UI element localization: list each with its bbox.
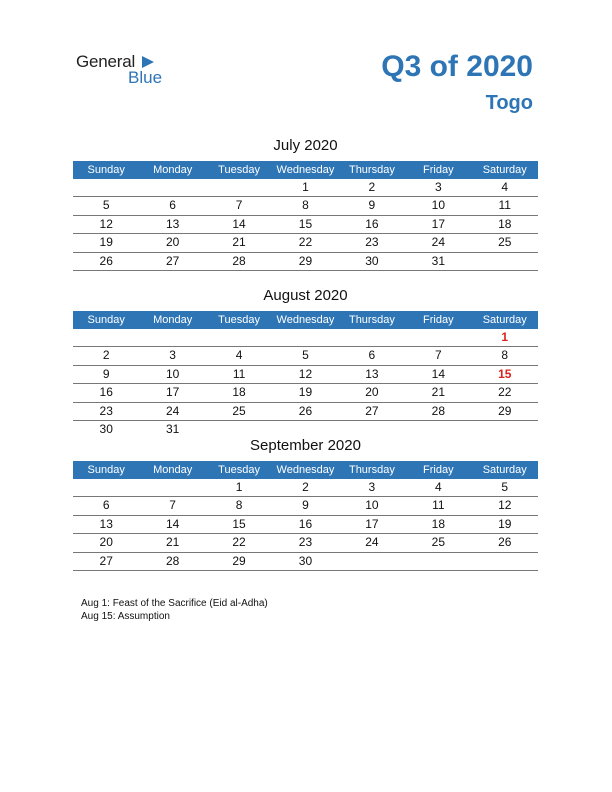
day-cell: 12 xyxy=(498,498,512,513)
day-cell xyxy=(339,329,405,346)
day-cell: 20 xyxy=(365,385,379,400)
day-cell: 7 xyxy=(235,198,243,213)
weekday-label: Wednesday xyxy=(276,314,335,326)
day-cell: 13 xyxy=(99,516,113,531)
day-cell: 18 xyxy=(498,216,512,231)
holiday-note: Aug 15: Assumption xyxy=(81,611,170,622)
weekday-header xyxy=(73,461,538,479)
day-cell: 17 xyxy=(365,516,379,531)
day-cell: 5 xyxy=(102,198,110,213)
day-cell xyxy=(206,179,272,196)
day-cell xyxy=(139,179,205,196)
logo-text-blue: Blue xyxy=(128,68,163,87)
day-cell: 9 xyxy=(368,198,376,213)
day-cell xyxy=(73,479,139,496)
general-blue-logo xyxy=(76,52,176,92)
day-cell: 15 xyxy=(232,516,246,531)
day-cell: 8 xyxy=(235,498,243,513)
day-cell: 31 xyxy=(165,421,180,436)
day-cell: 30 xyxy=(298,553,313,568)
day-cell: 28 xyxy=(431,403,445,418)
weekday-label: Monday xyxy=(153,164,193,176)
week-row xyxy=(73,516,538,534)
day-cell: 1 xyxy=(235,480,243,494)
day-cell: 13 xyxy=(365,366,379,381)
weekday-label: Friday xyxy=(423,164,454,176)
weekday-label: Saturday xyxy=(482,314,527,326)
day-cell: 4 xyxy=(434,480,442,494)
day-cell: 16 xyxy=(365,216,379,231)
day-cell: 7 xyxy=(169,498,176,513)
weekday-label: Wednesday xyxy=(276,464,335,476)
day-cell: 23 xyxy=(365,235,379,250)
week-row xyxy=(73,329,538,347)
day-cell: 8 xyxy=(302,198,309,213)
weekday-label: Tuesday xyxy=(218,464,260,476)
day-cell xyxy=(206,329,272,346)
week-row xyxy=(73,347,538,365)
weekday-header xyxy=(73,161,538,179)
day-cell: 4 xyxy=(235,348,243,363)
day-cell: 19 xyxy=(498,516,512,531)
day-cell: 18 xyxy=(232,385,246,400)
day-cell: 17 xyxy=(165,385,180,400)
week-row xyxy=(73,253,538,271)
holiday-notes xyxy=(81,597,268,623)
week-row xyxy=(73,553,538,571)
month-calendar xyxy=(73,435,538,571)
day-cell: 27 xyxy=(165,253,180,268)
day-cell: 10 xyxy=(431,198,445,213)
day-cell: 12 xyxy=(298,366,313,381)
day-cell: 5 xyxy=(302,348,309,363)
day-cell: 6 xyxy=(169,198,176,213)
country-name: Togo xyxy=(485,92,533,114)
day-cell: 2 xyxy=(102,348,110,363)
day-cell: 25 xyxy=(498,235,512,250)
day-cell: 7 xyxy=(434,348,442,363)
weekday-label: Monday xyxy=(153,314,193,326)
day-cell: 14 xyxy=(165,516,180,531)
day-cell: 21 xyxy=(165,535,180,550)
week-row xyxy=(73,403,538,421)
day-cell: 3 xyxy=(368,480,376,494)
holiday-note: Aug 1: Feast of the Sacrifice (Eid al-Adha) xyxy=(81,598,268,609)
day-cell: 28 xyxy=(165,553,180,568)
week-row xyxy=(73,197,538,215)
week-row xyxy=(73,234,538,252)
day-cell: 23 xyxy=(99,403,113,418)
week-row xyxy=(73,179,538,197)
day-cell: 5 xyxy=(501,480,509,494)
week-row xyxy=(73,216,538,234)
day-cell: 31 xyxy=(431,253,445,268)
week-row xyxy=(73,497,538,515)
day-cell: 17 xyxy=(431,216,445,231)
day-cell: 28 xyxy=(232,253,246,268)
weekday-label: Wednesday xyxy=(276,164,335,176)
day-cell: 15 xyxy=(298,216,313,231)
month-title: July 2020 xyxy=(273,137,338,154)
weekday-label: Thursday xyxy=(348,464,395,476)
day-cell: 9 xyxy=(302,498,309,513)
day-cell: 6 xyxy=(102,498,110,513)
week-row xyxy=(73,384,538,402)
day-cell xyxy=(472,253,538,270)
day-cell: 19 xyxy=(99,235,113,250)
weekday-label: Tuesday xyxy=(218,314,260,326)
weekday-label: Monday xyxy=(153,464,193,476)
day-cell: 9 xyxy=(102,366,110,381)
day-cell: 24 xyxy=(165,403,180,418)
day-cell: 4 xyxy=(501,180,509,194)
day-cell: 27 xyxy=(99,553,113,568)
day-cell: 11 xyxy=(498,198,511,213)
day-cell xyxy=(73,179,139,196)
week-row xyxy=(73,534,538,552)
day-cell xyxy=(139,479,205,496)
day-cell: 16 xyxy=(298,516,313,531)
week-row xyxy=(73,479,538,497)
weekday-label: Sunday xyxy=(87,464,125,476)
day-cell: 29 xyxy=(232,553,246,568)
day-cell: 6 xyxy=(368,348,376,363)
day-cell: 29 xyxy=(498,403,512,418)
month-title: September 2020 xyxy=(250,437,361,454)
weekday-label: Sunday xyxy=(87,314,125,326)
weekday-label: Friday xyxy=(423,314,454,326)
day-cell: 21 xyxy=(431,385,445,400)
day-cell: 20 xyxy=(165,235,180,250)
day-cell: 12 xyxy=(99,216,113,231)
holiday-day-cell: 1 xyxy=(501,330,509,344)
day-cell: 14 xyxy=(431,366,445,381)
day-cell: 30 xyxy=(365,253,379,268)
day-cell: 26 xyxy=(99,253,113,268)
holiday-day-cell: 15 xyxy=(498,366,512,381)
day-cell: 22 xyxy=(232,535,246,550)
day-cell xyxy=(272,329,338,346)
day-cell: 22 xyxy=(298,235,313,250)
day-cell: 14 xyxy=(232,216,246,231)
weekday-header xyxy=(73,311,538,329)
month-title: August 2020 xyxy=(263,287,348,304)
month-calendar xyxy=(73,285,538,438)
day-cell xyxy=(73,329,139,346)
day-cell: 21 xyxy=(232,235,246,250)
month-calendar xyxy=(73,135,538,271)
day-cell: 24 xyxy=(431,235,445,250)
day-cell: 29 xyxy=(298,253,313,268)
logo-text-general: General xyxy=(76,52,136,71)
day-cell: 26 xyxy=(298,403,313,418)
day-cell: 25 xyxy=(232,403,246,418)
day-cell xyxy=(339,553,405,570)
day-cell: 25 xyxy=(431,535,445,550)
day-cell: 10 xyxy=(365,498,379,513)
day-cell: 27 xyxy=(365,403,379,418)
day-cell: 11 xyxy=(432,498,445,513)
day-cell: 16 xyxy=(99,385,113,400)
day-cell xyxy=(472,553,538,570)
quarter-title: Q3 of 2020 xyxy=(381,50,533,83)
weekday-label: Thursday xyxy=(348,314,395,326)
weekday-label: Tuesday xyxy=(218,164,260,176)
day-cell: 2 xyxy=(302,480,309,494)
day-cell: 23 xyxy=(298,535,313,550)
weekday-label: Sunday xyxy=(87,164,125,176)
day-cell: 3 xyxy=(434,180,442,194)
day-cell: 30 xyxy=(99,421,113,436)
day-cell: 24 xyxy=(365,535,379,550)
day-cell: 19 xyxy=(298,385,313,400)
weekday-label: Saturday xyxy=(482,164,527,176)
day-cell: 22 xyxy=(498,385,512,400)
week-row xyxy=(73,366,538,384)
day-cell: 3 xyxy=(169,348,176,363)
day-cell: 26 xyxy=(498,535,512,550)
day-cell xyxy=(405,553,471,570)
weekday-label: Saturday xyxy=(482,464,527,476)
logo-flag-icon xyxy=(142,56,154,68)
day-cell: 8 xyxy=(501,348,509,363)
day-cell xyxy=(405,329,471,346)
day-cell: 20 xyxy=(99,535,113,550)
day-cell: 18 xyxy=(431,516,445,531)
day-cell: 10 xyxy=(165,366,180,381)
weekday-label: Thursday xyxy=(348,164,395,176)
day-cell xyxy=(139,329,205,346)
day-cell: 13 xyxy=(165,216,180,231)
day-cell: 2 xyxy=(368,180,376,194)
day-cell: 1 xyxy=(302,180,309,194)
weekday-label: Friday xyxy=(423,464,454,476)
day-cell: 11 xyxy=(232,366,246,381)
